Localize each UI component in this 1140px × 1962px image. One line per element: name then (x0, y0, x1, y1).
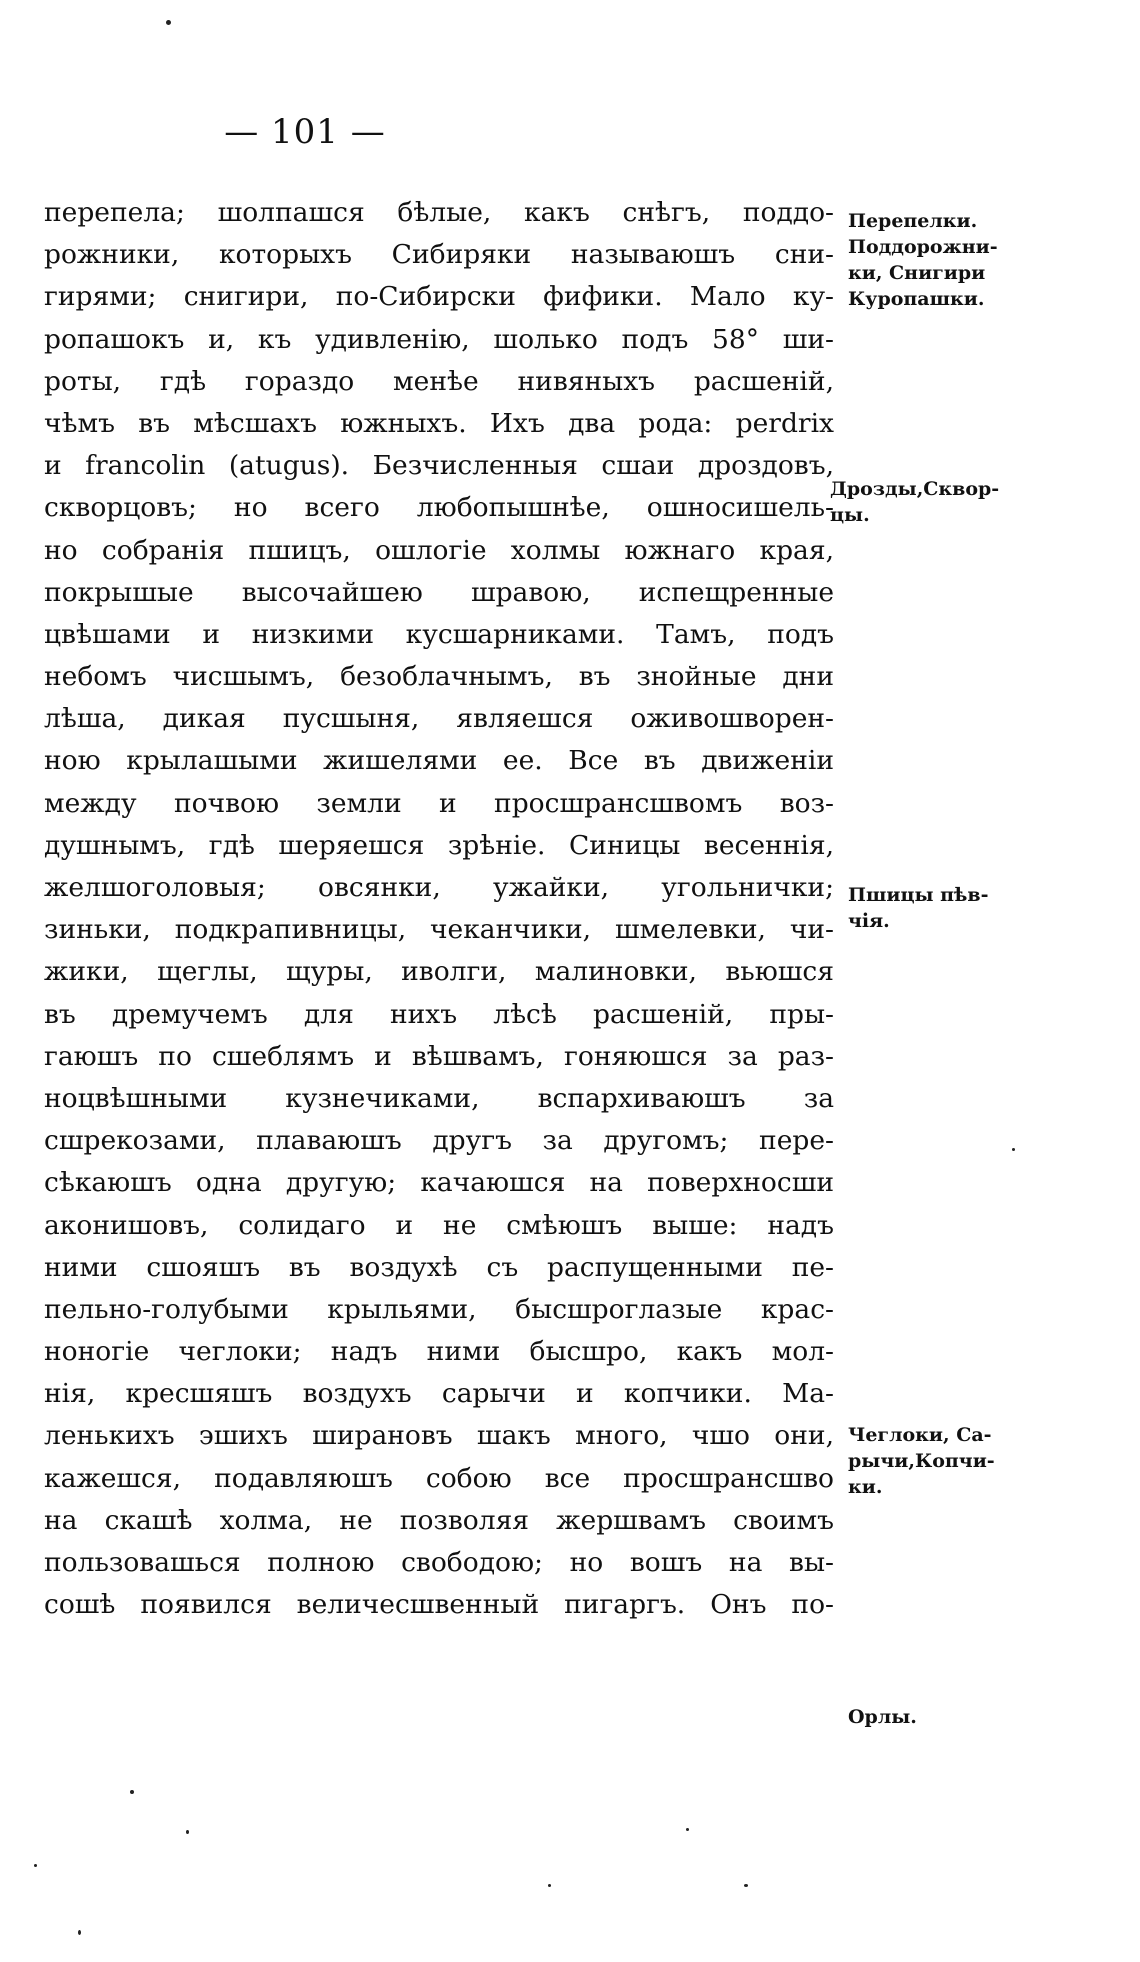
margin-note-line: Перепелки. (848, 210, 978, 232)
body-line: небомъ чисшымъ, безоблачнымъ, въ знойные дни (44, 661, 834, 693)
body-line: чѣмъ въ мѣсшахъ южныхъ. Ихъ два рода: perdrix (44, 407, 834, 439)
margin-note-line: цы. (830, 504, 870, 526)
body-line: рожники, которыхъ Сибиряки называюшъ сни- (44, 239, 834, 271)
margin-note-thrushes (830, 476, 1002, 528)
scan-speck (548, 1884, 551, 1887)
margin-note-line: Пшицы пѣв- (848, 884, 989, 906)
body-line: цвѣшами и низкими кусшарниками. Тамъ, подъ (44, 618, 834, 650)
body-line: аконишовъ, солидаго и не смѣюшъ выше: надъ (44, 1209, 834, 1241)
margin-note-line: Дрозды,Сквор- (830, 478, 1000, 500)
body-line: роты, гдѣ гораздо менѣе нивяныхъ расшеній, (44, 365, 834, 397)
margin-note-quails (848, 208, 1020, 312)
body-line: ноногіе чеглоки; надъ ними бысшро, какъ мол- (44, 1336, 834, 1368)
body-line: зиньки, подкрапивницы, чеканчики, шмелевки, чи- (44, 914, 834, 946)
body-line: въ дремучемъ для нихъ лѣсѣ расшеній, пры- (44, 998, 834, 1030)
body-line: и francolin (atugus). Безчисленныя сшаи дроздовъ, (44, 450, 834, 482)
scan-speck (186, 1830, 189, 1834)
margin-note-line: Куропашки. (848, 288, 985, 310)
body-line: кажешся, подавляюшъ собою все просшрансшво (44, 1462, 834, 1494)
body-line: гирями; снигири, по-Сибирски фифики. Мало ку- (44, 281, 834, 313)
margin-note-line: Поддорожни- (848, 236, 998, 258)
scan-speck (686, 1828, 689, 1831)
body-line: на скашѣ холма, не позволяя жершвамъ своимъ (44, 1504, 834, 1536)
margin-note-songbirds (848, 882, 1020, 934)
body-line: сошѣ появился величесшвенный пигаргъ. Онъ по- (44, 1589, 834, 1621)
body-line: нія, кресшяшъ воздухъ сарычи и копчики. Ма- (44, 1378, 834, 1410)
body-line: ною крылашыми жишелями ее. Все въ движеніи (44, 745, 834, 777)
body-line: сѣкаюшъ одна другую; качаюшся на поверхносши (44, 1167, 834, 1199)
margin-note-line: чія. (848, 910, 890, 932)
page-number: — 101 — (224, 112, 386, 152)
scan-speck (166, 20, 171, 25)
margin-note-eagles (848, 1704, 1020, 1730)
body-line: лѣша, дикая пусшыня, являешся оживошворен- (44, 703, 834, 735)
scan-speck (78, 1930, 81, 1935)
body-line: но собранія пшицъ, ошлогіе холмы южнаго края, (44, 534, 834, 566)
body-line: ропашокъ и, къ удивленію, шолько подъ 58° ши- (44, 323, 834, 355)
scan-speck (130, 1790, 134, 1794)
margin-note-line: рычи,Копчи- (848, 1450, 995, 1472)
body-line: пользовашься полною свободою; но вошъ на вы- (44, 1547, 834, 1578)
body-line: гаюшъ по сшеблямъ и вѣшвамъ, гоняюшся за раз- (44, 1040, 834, 1072)
body-text (44, 192, 834, 1626)
margin-note-falcons (848, 1422, 1020, 1500)
body-line: ленькихъ эшихъ ширановъ шакъ много, чшо они, (44, 1420, 834, 1452)
margin-note-line: Орлы. (848, 1706, 917, 1728)
body-line: душнымъ, гдѣ шеряешся зрѣніе. Синицы весеннія, (44, 829, 834, 861)
body-line: жики, щеглы, щуры, иволги, малиновки, вьюшся (44, 956, 834, 988)
body-line: покрышые высочайшею шравою, испещренные (44, 576, 834, 608)
scan-speck (1012, 1148, 1015, 1151)
body-line: между почвою земли и просшрансшвомъ воз- (44, 787, 834, 819)
body-line: желшоголовыя; овсянки, ужайки, угольнички; (44, 872, 834, 903)
body-line: скворцовъ; но всего любопышнѣе, ошносишель- (44, 492, 834, 524)
scan-speck (744, 1884, 748, 1887)
body-line: пельно-голубыми крыльями, бысшроглазые крас- (44, 1293, 834, 1325)
body-line: ноцвѣшными кузнечиками, вспархиваюшъ за (44, 1082, 834, 1114)
body-line: сшрекозами, плаваюшъ другъ за другомъ; пере- (44, 1125, 834, 1157)
scan-speck (34, 1864, 37, 1867)
margin-note-line: ки, Снигири (848, 262, 986, 284)
body-line: перепела; шолпашся бѣлые, какъ снѣгъ, поддо- (44, 197, 834, 228)
margin-note-line: ки. (848, 1476, 883, 1498)
body-line: ними сшояшъ въ воздухѣ съ распущенными пе- (44, 1251, 834, 1283)
margin-note-line: Чеглоки, Са- (848, 1424, 992, 1446)
